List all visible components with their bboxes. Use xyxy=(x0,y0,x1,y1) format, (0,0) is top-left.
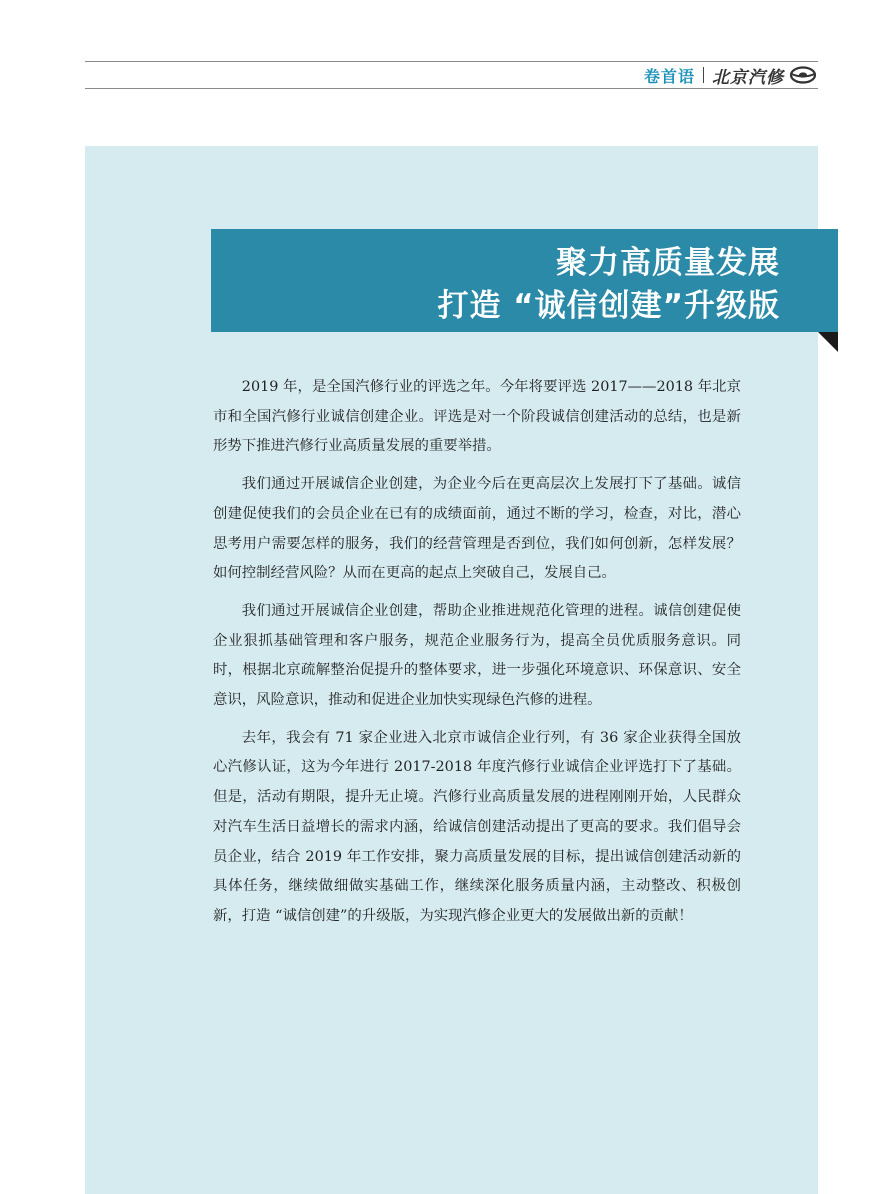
steering-wheel-logo-icon xyxy=(788,66,818,84)
header-divider xyxy=(703,67,704,83)
banner-fold-corner xyxy=(818,332,838,352)
header-rule-top xyxy=(85,61,818,62)
title-line-2: 打造 “诚信创建”升级版 xyxy=(437,288,780,324)
title-line-1: 聚力高质量发展 xyxy=(556,245,780,281)
article-title xyxy=(437,242,780,328)
running-header xyxy=(644,64,818,86)
header-rule-bottom xyxy=(85,88,818,89)
paragraph: 我们通过开展诚信企业创建，帮助企业推进规范化管理的进程。诚信创建促使企业狠抓基础管理和客户服务，规范企业服务行为，提高全员优质服务意识。同时，根据北京疏解整治促提升的整体要求，进一步强化环境意识、环保意识、安全意识，风险意识，推动和促进企业加快实现绿色汽修的进程。 xyxy=(213,602,741,709)
paragraph: 去年，我会有 71 家企业进入北京市诚信企业行列，有 36 家企业获得全国放心汽修认证，这为今年进行 2017-2018 年度汽修行业诚信企业评选打下了基础。但是，活动有期限，提升无止境。汽修行业高质量发展的进程刚刚开始，人民群众对汽车生活日益增长的需求内涵，给诚信创建活动提出了更高的要求。我们倡导会员企业，结合 2019 年工作安排，聚力高质量发展的目标，提出诚信创建活动新的具体任务，继续做细做实基础工作，继续深化服务质量内涵，主动整改、积极创新，打造 “诚信创建”的升级版，为实现汽修企业更大的发展做出新的贡献！ xyxy=(213,729,741,924)
magazine-title: 北京汽修 xyxy=(712,67,784,88)
paragraph: 我们通过开展诚信企业创建，为企业今后在更高层次上发展打下了基础。诚信创建促使我们的会员企业在已有的成绩面前，通过不断的学习，检查，对比，潜心思考用户需要怎样的服务，我们的经营管理是否到位，我们如何创新，怎样发展？如何控制经营风险？从而在更高的起点上突破自己，发展自己。 xyxy=(213,476,741,582)
paragraph: 2019 年，是全国汽修行业的评选之年。今年将要评选 2017——2018 年北京市和全国汽修行业诚信创建企业。评选是对一个阶段诚信创建活动的总结，也是新形势下推进汽修行业高质量发展的重要举措。 xyxy=(213,379,741,455)
article-body xyxy=(213,373,741,940)
section-label: 卷首语 xyxy=(643,66,695,86)
